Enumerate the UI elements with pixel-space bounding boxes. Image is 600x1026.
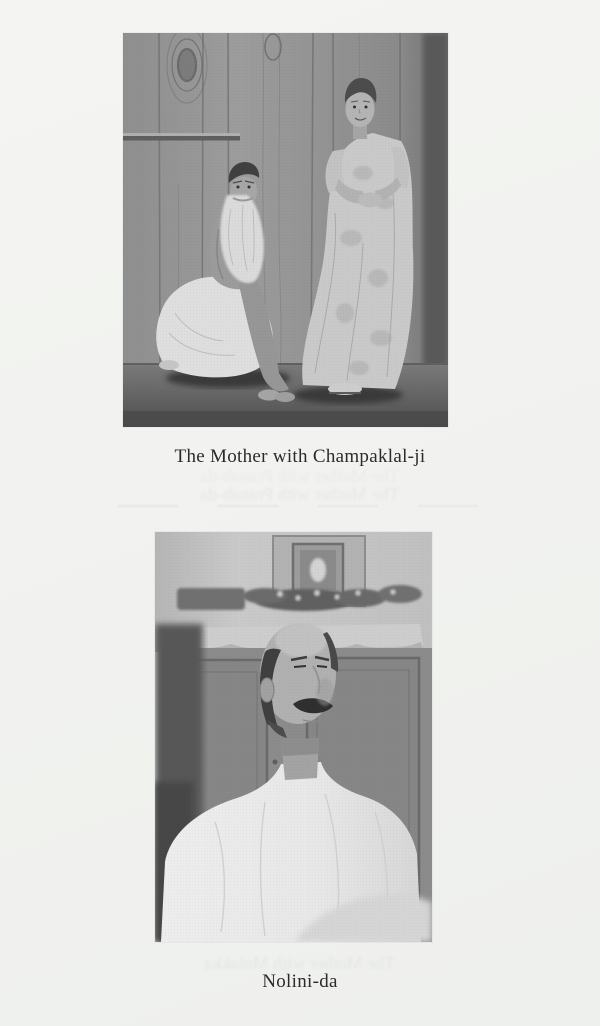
photo-mother-champaklal [123, 33, 448, 427]
show-through-text-1: The Mother with Pranab-da [200, 484, 400, 504]
show-through-text-2: The Mother with Moiakka [204, 953, 396, 973]
photo-mother-champaklal-illustration [123, 33, 448, 427]
caption-mother-champaklal: The Mother with Champaklal-ji [174, 446, 426, 467]
show-through-text-faint: The Mother with Pranab-da [200, 466, 400, 486]
photo-nolini-illustration [155, 532, 432, 942]
caption-nolini: Nolini-da [262, 971, 338, 992]
show-through-rule [118, 505, 486, 507]
photo-nolini [155, 532, 432, 942]
